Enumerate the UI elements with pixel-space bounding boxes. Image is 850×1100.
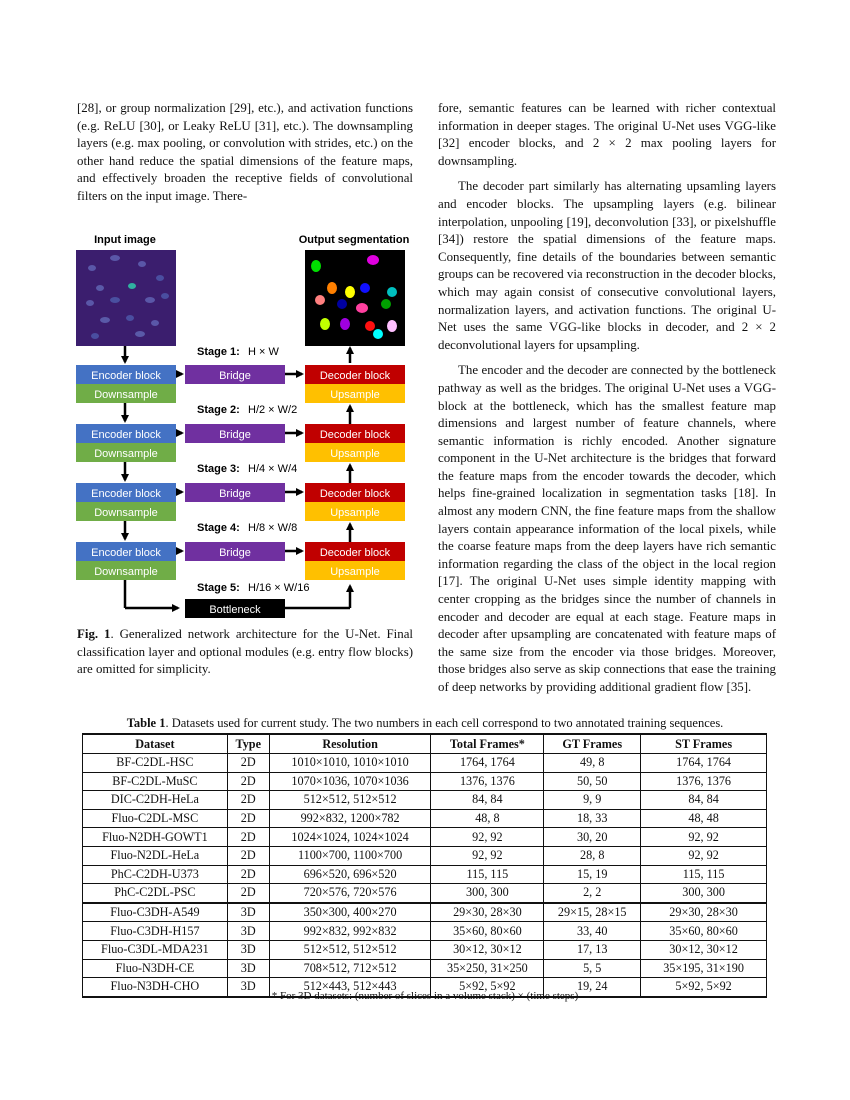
right-paragraph-3: The encoder and the decoder are connected by the bottleneck pathway as well as the bridges. The original U-Net uses a VGG-block at the bottleneck, which has the smallest feature map dimensions and largest number of feature channels, where semantic information is richly encoded. Another signature component in the U-Net architecture is the bridges that forward the feature maps from the encoder towards the decoder, which helps fine-grained localization in segmentation tasks [18]. In almost any modern CNN, the fine feature maps from the shallow layers contain appearance information of the local pixels, while the coarse feature maps from the deep layers have rich semantic information regarding the class of the object in the local region [17]. The original U-Net uses simple identity mapping with center cropping as the bridges since the number of channels in encoder and decoder are equal at each stage. Feature maps in decoder after upsampling are concatenated with feature maps of the same size from the encoder via those bridges. Moreover, those bridges also serve as skip connections that ease the training of deep networks by providing additional gradient flow [35]. xyxy=(438,363,776,694)
table-cell: 84, 84 xyxy=(431,791,544,810)
table-cell: 92, 92 xyxy=(641,828,767,847)
downsample-label-3: Downsample xyxy=(94,507,158,519)
table-header-cell: Type xyxy=(227,734,269,754)
table-cell: 1010×1010, 1010×1010 xyxy=(269,754,431,773)
table-cell: Fluo-C2DL-MSC xyxy=(83,809,228,828)
table-cell: 48, 8 xyxy=(431,809,544,828)
table-cell: 3D xyxy=(227,903,269,922)
decoder-label-4: Decoder block xyxy=(319,547,391,559)
table-body xyxy=(83,754,767,997)
stage-2-size: H/2 × W/2 xyxy=(248,404,298,416)
table-cell: Fluo-N2DH-GOWT1 xyxy=(83,828,228,847)
table-cell: 1764, 1764 xyxy=(431,754,544,773)
table-cell: 300, 300 xyxy=(431,884,544,903)
figure-caption-text: . Generalized network architecture for the U-Net. Final classification layer and optional modules (e.g. entry flow blocks) are omitted for simplicity. xyxy=(77,627,413,677)
table-row xyxy=(83,772,767,791)
table-cell: Fluo-C3DH-A549 xyxy=(83,903,228,922)
encoder-label-4: Encoder block xyxy=(91,547,161,559)
stage-2-label: Stage 2: xyxy=(197,404,240,416)
stage-5-label: Stage 5: xyxy=(197,582,240,594)
table-cell: 84, 84 xyxy=(641,791,767,810)
table-cell: 30, 20 xyxy=(544,828,641,847)
upsample-label-3: Upsample xyxy=(330,507,380,519)
table-cell: 48, 48 xyxy=(641,809,767,828)
unet-diagram xyxy=(70,228,420,620)
table-cell: 35×195, 31×190 xyxy=(641,959,767,978)
encoder-label-3: Encoder block xyxy=(91,488,161,500)
table-cell: Fluo-C3DH-H157 xyxy=(83,922,228,941)
table-cell: 18, 33 xyxy=(544,809,641,828)
table-cell: 992×832, 992×832 xyxy=(269,922,431,941)
table-cell: 35×60, 80×60 xyxy=(641,922,767,941)
decoder-label-3: Decoder block xyxy=(319,488,391,500)
table-cell: BF-C2DL-HSC xyxy=(83,754,228,773)
downsample-label-4: Downsample xyxy=(94,566,158,578)
table-row xyxy=(83,903,767,922)
table-cell: 29×30, 28×30 xyxy=(431,903,544,922)
table-cell: 300, 300 xyxy=(641,884,767,903)
table-cell: 29×30, 28×30 xyxy=(641,903,767,922)
stage-1-size: H × W xyxy=(248,346,279,358)
figure-caption xyxy=(77,626,413,679)
table-cell: 1024×1024, 1024×1024 xyxy=(269,828,431,847)
stage-4-size: H/8 × W/8 xyxy=(248,522,298,534)
table-cell: 2D xyxy=(227,772,269,791)
table-cell: 696×520, 696×520 xyxy=(269,865,431,884)
bridge-label-3: Bridge xyxy=(219,488,251,500)
table-cell: 2D xyxy=(227,846,269,865)
table-cell: Fluo-C3DL-MDA231 xyxy=(83,940,228,959)
downsample-label-1: Downsample xyxy=(94,389,158,401)
table-row xyxy=(83,865,767,884)
table-cell: 720×576, 720×576 xyxy=(269,884,431,903)
table-header-cell: GT Frames xyxy=(544,734,641,754)
table-header-row xyxy=(83,734,767,754)
table-cell: 3D xyxy=(227,922,269,941)
table-header-cell: Dataset xyxy=(83,734,228,754)
encoder-label-1: Encoder block xyxy=(91,370,161,382)
table-cell: 2D xyxy=(227,791,269,810)
table-header-cell: Resolution xyxy=(269,734,431,754)
table-caption-label: Table 1 xyxy=(126,716,166,730)
table-cell: 708×512, 712×512 xyxy=(269,959,431,978)
table-cell: 1764, 1764 xyxy=(641,754,767,773)
decoder-label-1: Decoder block xyxy=(319,370,391,382)
stage-3-size: H/4 × W/4 xyxy=(248,463,298,475)
unet-architecture-figure xyxy=(70,228,420,620)
table-cell: Fluo-N3DH-CHO xyxy=(83,978,228,997)
table-cell: 35×60, 80×60 xyxy=(431,922,544,941)
stage-5-size: H/16 × W/16 xyxy=(248,582,310,594)
downsample-label-2: Downsample xyxy=(94,448,158,460)
right-paragraph-1: fore, semantic features can be learned with richer contextual information in deeper stages. The original U-Net uses VGG-like [32] encoder blocks, and 2 × 2 max pooling layers for downsampling. xyxy=(438,101,776,168)
table-cell: 2D xyxy=(227,754,269,773)
input-image-label: Input image xyxy=(94,234,156,246)
encoder-label-2: Encoder block xyxy=(91,429,161,441)
table-cell: 3D xyxy=(227,940,269,959)
upsample-label-2: Upsample xyxy=(330,448,380,460)
input-image xyxy=(76,250,176,346)
table-cell: 28, 8 xyxy=(544,846,641,865)
table-cell: Fluo-N2DL-HeLa xyxy=(83,846,228,865)
stage-1-label: Stage 1: xyxy=(197,346,240,358)
table-cell: 115, 115 xyxy=(641,865,767,884)
table-cell: 33, 40 xyxy=(544,922,641,941)
table-cell: 30×12, 30×12 xyxy=(431,940,544,959)
table-cell: 1376, 1376 xyxy=(431,772,544,791)
upsample-label-4: Upsample xyxy=(330,566,380,578)
table-cell: PhC-C2DL-PSC xyxy=(83,884,228,903)
table-row xyxy=(83,791,767,810)
bridge-label-2: Bridge xyxy=(219,429,251,441)
table-cell: DIC-C2DH-HeLa xyxy=(83,791,228,810)
table-cell: 15, 19 xyxy=(544,865,641,884)
table-row xyxy=(83,846,767,865)
table-header-cell: Total Frames* xyxy=(431,734,544,754)
output-segmentation-image xyxy=(305,250,405,346)
table-header-cell: ST Frames xyxy=(641,734,767,754)
table-caption xyxy=(0,716,850,731)
table-cell: 2D xyxy=(227,809,269,828)
table-footnote: * For 3D datasets: (number of slices in a volume stack) × (time steps) xyxy=(271,990,579,1002)
table-cell: 512×512, 512×512 xyxy=(269,791,431,810)
table-cell: 35×250, 31×250 xyxy=(431,959,544,978)
table-cell: 5×92, 5×92 xyxy=(641,978,767,997)
table-cell: 2D xyxy=(227,865,269,884)
table-cell: 1100×700, 1100×700 xyxy=(269,846,431,865)
stage-3-label: Stage 3: xyxy=(197,463,240,475)
table-cell: 50, 50 xyxy=(544,772,641,791)
stage-4-label: Stage 4: xyxy=(197,522,240,534)
table-cell: 5, 5 xyxy=(544,959,641,978)
table-cell: 3D xyxy=(227,959,269,978)
upsample-label-1: Upsample xyxy=(330,389,380,401)
bridge-label-1: Bridge xyxy=(219,370,251,382)
table-row xyxy=(83,940,767,959)
table-cell: 92, 92 xyxy=(431,846,544,865)
table-row xyxy=(83,828,767,847)
table-cell: 2D xyxy=(227,884,269,903)
datasets-table-wrap xyxy=(82,733,767,998)
figure-caption-label: Fig. 1 xyxy=(77,627,111,641)
table-cell: 3D xyxy=(227,978,269,997)
table-cell: 5×92, 5×92 xyxy=(431,978,544,997)
table-cell: 512×512, 512×512 xyxy=(269,940,431,959)
table-row xyxy=(83,809,767,828)
table-cell: 92, 92 xyxy=(431,828,544,847)
table-cell: 9, 9 xyxy=(544,791,641,810)
table-cell: 92, 92 xyxy=(641,846,767,865)
table-caption-text: . Datasets used for current study. The two numbers in each cell correspond to two annotated training sequences. xyxy=(165,716,724,730)
table-cell: Fluo-N3DH-CE xyxy=(83,959,228,978)
datasets-table xyxy=(82,733,767,998)
left-column xyxy=(77,100,413,206)
table-cell: 992×832, 1200×782 xyxy=(269,809,431,828)
decoder-label-2: Decoder block xyxy=(319,429,391,441)
table-row xyxy=(83,922,767,941)
table-cell: 19, 24 xyxy=(544,978,641,997)
table-cell: 2, 2 xyxy=(544,884,641,903)
table-cell: PhC-C2DH-U373 xyxy=(83,865,228,884)
table-cell: 17, 13 xyxy=(544,940,641,959)
table-cell: 2D xyxy=(227,828,269,847)
table-cell: 1376, 1376 xyxy=(641,772,767,791)
table-row xyxy=(83,959,767,978)
table-cell: 30×12, 30×12 xyxy=(641,940,767,959)
table-cell: 29×15, 28×15 xyxy=(544,903,641,922)
table-cell: 49, 8 xyxy=(544,754,641,773)
table-cell: 1070×1036, 1070×1036 xyxy=(269,772,431,791)
right-column xyxy=(438,100,776,697)
output-segmentation-label: Output segmentation xyxy=(298,234,410,246)
bottleneck-label: Bottleneck xyxy=(209,604,261,616)
table-row xyxy=(83,754,767,773)
table-cell: BF-C2DL-MuSC xyxy=(83,772,228,791)
left-paragraph: [28], or group normalization [29], etc.), and activation functions (e.g. ReLU [30], or Leaky ReLU [31], etc.). The downsampling layers (e.g. max pooling, or convolution with strides, etc.) on the other hand reduce the spatial dimensions of the feature maps, and effectively broaden the receptive fields of convolutional filters on the input image. There- xyxy=(77,101,413,203)
bridge-label-4: Bridge xyxy=(219,547,251,559)
table-row xyxy=(83,884,767,903)
table-cell: 350×300, 400×270 xyxy=(269,903,431,922)
table-cell: 512×443, 512×443 xyxy=(269,978,431,997)
table-cell: 115, 115 xyxy=(431,865,544,884)
right-paragraph-2: The decoder part similarly has alternating upsamling layers and encoder blocks. The upsampling layers (e.g. bilinear interpolation, unpooling [19], deconvolution [33], or pixelshuffle [34]) restore the spatial dimensions of the feature maps. Consequently, fine details of the boundaries between semantic groups can be recovered via reconstruction in the decoder blocks, which may again consist of consecutive convolutional layers, normalization layers, and activation functions. The original U-Net uses the same VGG-like blocks in decoder, and 2 × 2 deconvolutional layers for upsampling. xyxy=(438,179,776,352)
